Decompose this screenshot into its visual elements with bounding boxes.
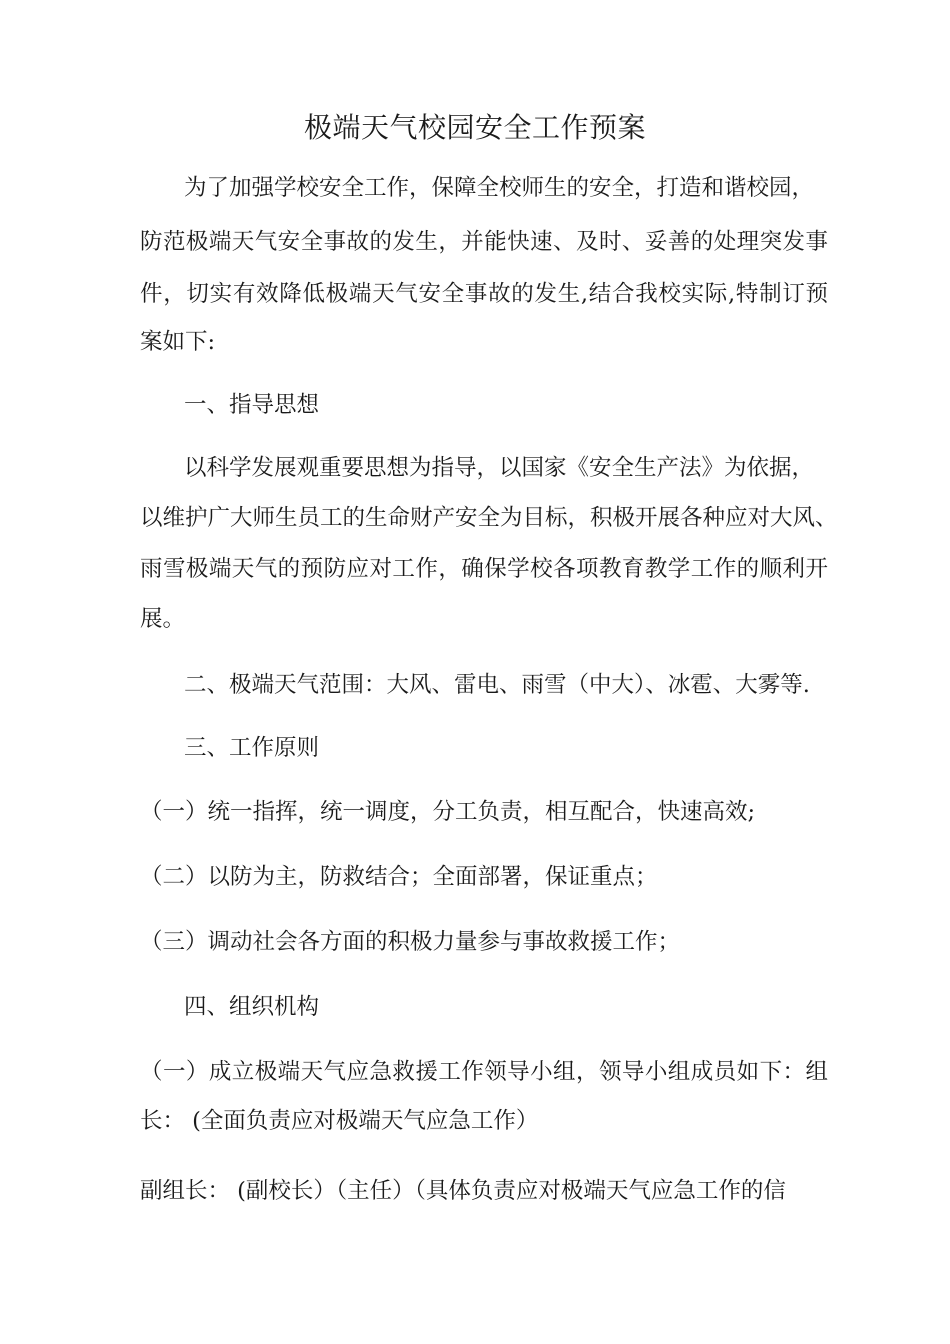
intro-line-1: 为了加强学校安全工作，保障全校师生的安全，打造和谐校园， [184, 175, 815, 201]
intro-line-4: 案如下: [140, 329, 216, 355]
section-1-line-4: 展。 [140, 606, 186, 632]
intro-line-2: 防范极端天气安全事故的发生，并能快速、及时、妥善的处理突发事 [140, 229, 828, 255]
org-line-2: 长： (全面负责应对极端天气应急工作） [140, 1108, 539, 1134]
section-2-heading: 二、极端天气范围：大风、雷电、雨雪（中大）、冰雹、大雾等. [184, 672, 810, 698]
org-line-1: （一）成立极端天气应急救援工作领导小组，领导小组成员如下：组 [140, 1059, 828, 1085]
principle-3: （三）调动社会各方面的积极力量参与事故救援工作； [140, 929, 681, 955]
principle-2: （二）以防为主，防救结合；全面部署，保证重点； [140, 864, 658, 890]
document-title: 极端天气校园安全工作预案 [303, 111, 646, 144]
org-line-3: 副组长： (副校长）（主任）（具体负责应对极端天气应急工作的信 [140, 1178, 786, 1204]
section-4-heading: 四、组织机构 [184, 994, 320, 1020]
section-1-line-3: 雨雪极端天气的预防应对工作，确保学校各项教育教学工作的顺利开 [140, 556, 828, 582]
section-3-heading: 三、工作原则 [184, 735, 320, 761]
principle-1: （一）统一指挥，统一调度，分工负责，相互配合，快速高效; [140, 799, 756, 825]
section-1-line-2: 以维护广大师生员工的生命财产安全为目标，积极开展各种应对大风、 [140, 505, 838, 531]
section-1-heading: 一、指导思想 [184, 392, 320, 418]
intro-line-3: 件，切实有效降低极端天气安全事故的发生,结合我校实际,特制订预 [140, 281, 828, 307]
section-1-line-1: 以科学发展观重要思想为指导，以国家《安全生产法》为依据， [184, 455, 815, 481]
